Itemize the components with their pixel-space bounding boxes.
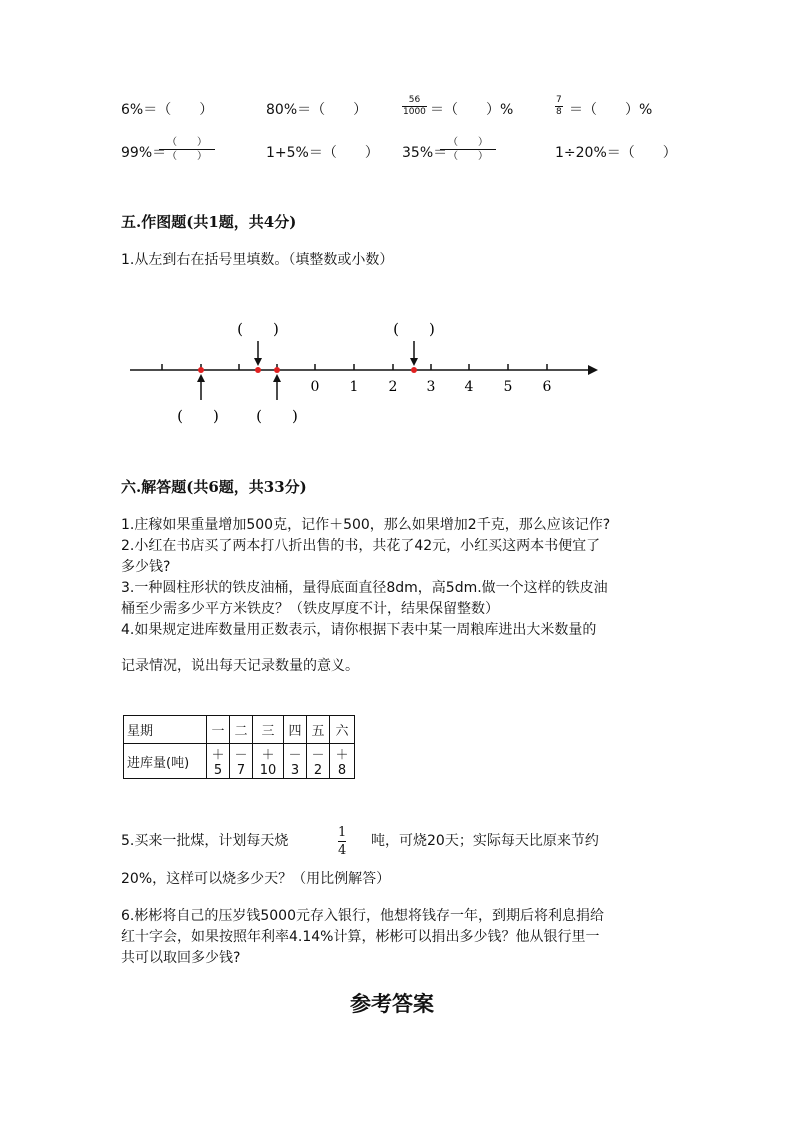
section-5-q1: 1.从左到右在括号里填数。（填整数或小数）: [121, 252, 394, 268]
fraction-1-4: [336, 826, 348, 857]
answer-key-title: 参考答案: [350, 991, 434, 1016]
fraction-numerator: 1: [338, 825, 347, 840]
table-header-label: 星期: [124, 716, 207, 744]
point-b-dot: [255, 367, 261, 373]
arrow-up-icon: [273, 374, 281, 400]
tick-marks: [162, 364, 547, 370]
fraction-numerator: （ ）: [167, 137, 207, 148]
table-day: 一: [207, 716, 230, 744]
section-5-title: 五.作图题(共1题，共4分): [121, 213, 297, 231]
section-6-q6-line3: 共可以取回多少钱?: [121, 950, 241, 966]
table-row-label: 进库量(吨): [124, 744, 207, 779]
section-6-q5-line2: 20%，这样可以烧多少天？（用比例解答）: [121, 871, 391, 887]
section-6-q6-line2: 红十字会，如果按照年利率4.14%计算，彬彬可以捐出多少钱？他从银行里一: [121, 929, 600, 945]
number-line: [120, 310, 610, 430]
conv-7-8-blank: ＝（ ）%: [569, 102, 653, 118]
tick-label-6: 6: [542, 379, 552, 395]
conv-56-1000-blank: ＝（ ）%: [430, 102, 514, 118]
fraction-denominator: （ ）: [440, 149, 496, 162]
table-day: 六: [330, 716, 355, 744]
table-cell: －3: [284, 744, 307, 779]
conv-1-div-20pct: 1÷20%＝（ ）: [555, 145, 677, 161]
tick-labels: [311, 379, 552, 395]
blank-a: ( ): [177, 407, 219, 425]
table-header-row: [124, 716, 355, 744]
point-a-dot: [198, 367, 204, 373]
tick-label-4: 4: [464, 379, 474, 395]
section-6-q3-line1: 3.一种圆柱形状的铁皮油桶，量得底面直径8dm，高5dm.做一个这样的铁皮油: [121, 580, 608, 596]
section-6-q6-line1: 6.彬彬将自己的压岁钱5000元存入银行，他想将钱存一年，到期后将利息捐给: [121, 908, 604, 924]
arrow-up-icon: [197, 374, 205, 400]
fraction-denominator: 4: [338, 843, 347, 858]
fraction-denominator: 1000: [403, 107, 426, 117]
section-6-q5-part2: 吨，可烧20天；实际每天比原来节约: [371, 833, 599, 849]
table-day: 五: [307, 716, 330, 744]
point-c-dot: [274, 367, 280, 373]
tick-label-3: 3: [426, 379, 436, 395]
blank-c: ( ): [256, 407, 298, 425]
arrow-down-icon: [410, 341, 418, 366]
conv-35pct: 35%＝: [402, 145, 448, 161]
table-cell: －2: [307, 744, 330, 779]
grain-record-table: [123, 715, 355, 779]
fraction-56-1000: [402, 96, 427, 117]
point-d-dot: [411, 367, 417, 373]
section-6-title: 六.解答题(共6题，共33分): [121, 478, 307, 496]
section-6-q5-part1: 5.买来一批煤，计划每天烧: [121, 833, 289, 849]
conv-1-plus-5pct: 1+5%＝（ ）: [266, 145, 379, 161]
fraction-denominator: 8: [556, 107, 562, 117]
fraction-denominator: （ ）: [159, 149, 215, 162]
section-6-q4-line2: 记录情况，说出每天记录数量的意义。: [121, 658, 359, 674]
conv-6pct: 6%＝（ ）: [121, 102, 214, 118]
section-6-q2-line1: 2.小红在书店买了两本打八折出售的书，共花了42元，小红买这两本书便宜了: [121, 538, 601, 554]
table-cell: ＋8: [330, 744, 355, 779]
blank-d: ( ): [393, 320, 435, 338]
tick-label-5: 5: [503, 379, 513, 395]
axis-arrowhead-icon: [588, 365, 598, 375]
conv-99pct: 99%＝: [121, 145, 167, 161]
fraction-7-8: [555, 96, 563, 117]
table-cell: ＋5: [207, 744, 230, 779]
section-6-q4-line1: 4.如果规定进库数量用正数表示，请你根据下表中某一周粮库进出大米数量的: [121, 622, 597, 638]
tick-label-2: 2: [388, 379, 398, 395]
section-6-q1: 1.庄稼如果重量增加500克，记作＋500，那么如果增加2千克，那么应该记作?: [121, 517, 611, 533]
arrow-down-icon: [254, 341, 262, 366]
blank-b: ( ): [237, 320, 279, 338]
tick-label-1: 1: [349, 379, 359, 395]
blank-fraction: [159, 138, 215, 162]
table-day: 四: [284, 716, 307, 744]
table-day: 二: [230, 716, 253, 744]
section-6-q2-line2: 多少钱?: [121, 559, 171, 575]
conv-80pct: 80%＝（ ）: [266, 102, 368, 118]
table-cell: ＋10: [253, 744, 284, 779]
table-day: 三: [253, 716, 284, 744]
table-row: [124, 744, 355, 779]
section-6-q3-line2: 桶至少需多少平方米铁皮？（铁皮厚度不计，结果保留整数）: [121, 601, 499, 617]
blank-fraction: [440, 138, 496, 162]
fraction-numerator: 7: [556, 95, 562, 105]
fraction-numerator: 56: [408, 95, 421, 105]
table-cell: －7: [230, 744, 253, 779]
fraction-numerator: （ ）: [448, 137, 488, 148]
tick-label-0: 0: [310, 379, 320, 395]
